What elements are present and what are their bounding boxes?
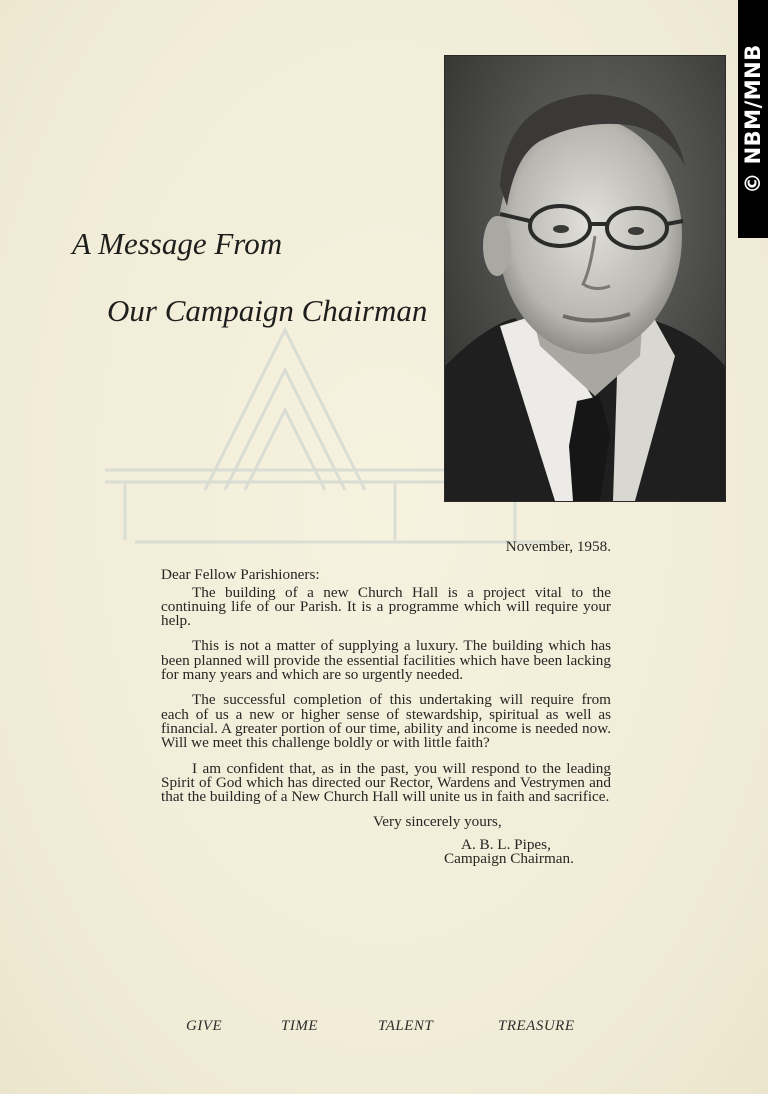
letter-closing: Very sincerely yours, [373, 813, 502, 831]
portrait-photo [445, 56, 725, 501]
letter-salutation: Dear Fellow Parishioners: [161, 566, 320, 584]
bleed-through-text [170, 150, 180, 188]
letter-paragraph: The building of a new Church Hall is a project vital to the continuing life of our Parish. It is a programme which will require your help. [161, 583, 611, 630]
letter-date: November, 1958. [505, 538, 611, 555]
signature-title: Campaign Chairman. [444, 850, 574, 868]
page-title-line-1: A Message From [72, 226, 283, 261]
footer-word-time: TIME [281, 1018, 318, 1034]
letter-paragraph: I am confident that, as in the past, you will respond to the leading Spirit of God which has directed our Rector, Wardens and Vestrymen and that the building of a New Church Hall will unite us in faith and sacrifice. [161, 759, 611, 806]
footer-word-give: GIVE [186, 1018, 223, 1034]
page-title-line-2: Our Campaign Chairman [107, 293, 428, 328]
signature-name: A. B. L. Pipes, [461, 835, 551, 853]
letter-paragraph: This is not a matter of supplying a luxury. The building which has been planned will provide the essential facilities which have been lacking for many years and which are so urgently needed. [161, 637, 611, 684]
footer-word-treasure: TREASURE [498, 1018, 575, 1034]
copyright-text: © NBM/MNB [741, 44, 765, 194]
portrait-photo-icon [445, 56, 725, 501]
copyright-watermark [738, 0, 768, 238]
letter-paragraph: The successful completion of this undertaking will require from each of us a new or higher sense of stewardship, spiritual as well as financial. A greater portion of our time, ability and income is needed now. Will we meet this challenge boldly or with little faith? [161, 691, 611, 752]
letter-body [161, 540, 611, 866]
footer-word-talent: TALENT [378, 1018, 434, 1034]
